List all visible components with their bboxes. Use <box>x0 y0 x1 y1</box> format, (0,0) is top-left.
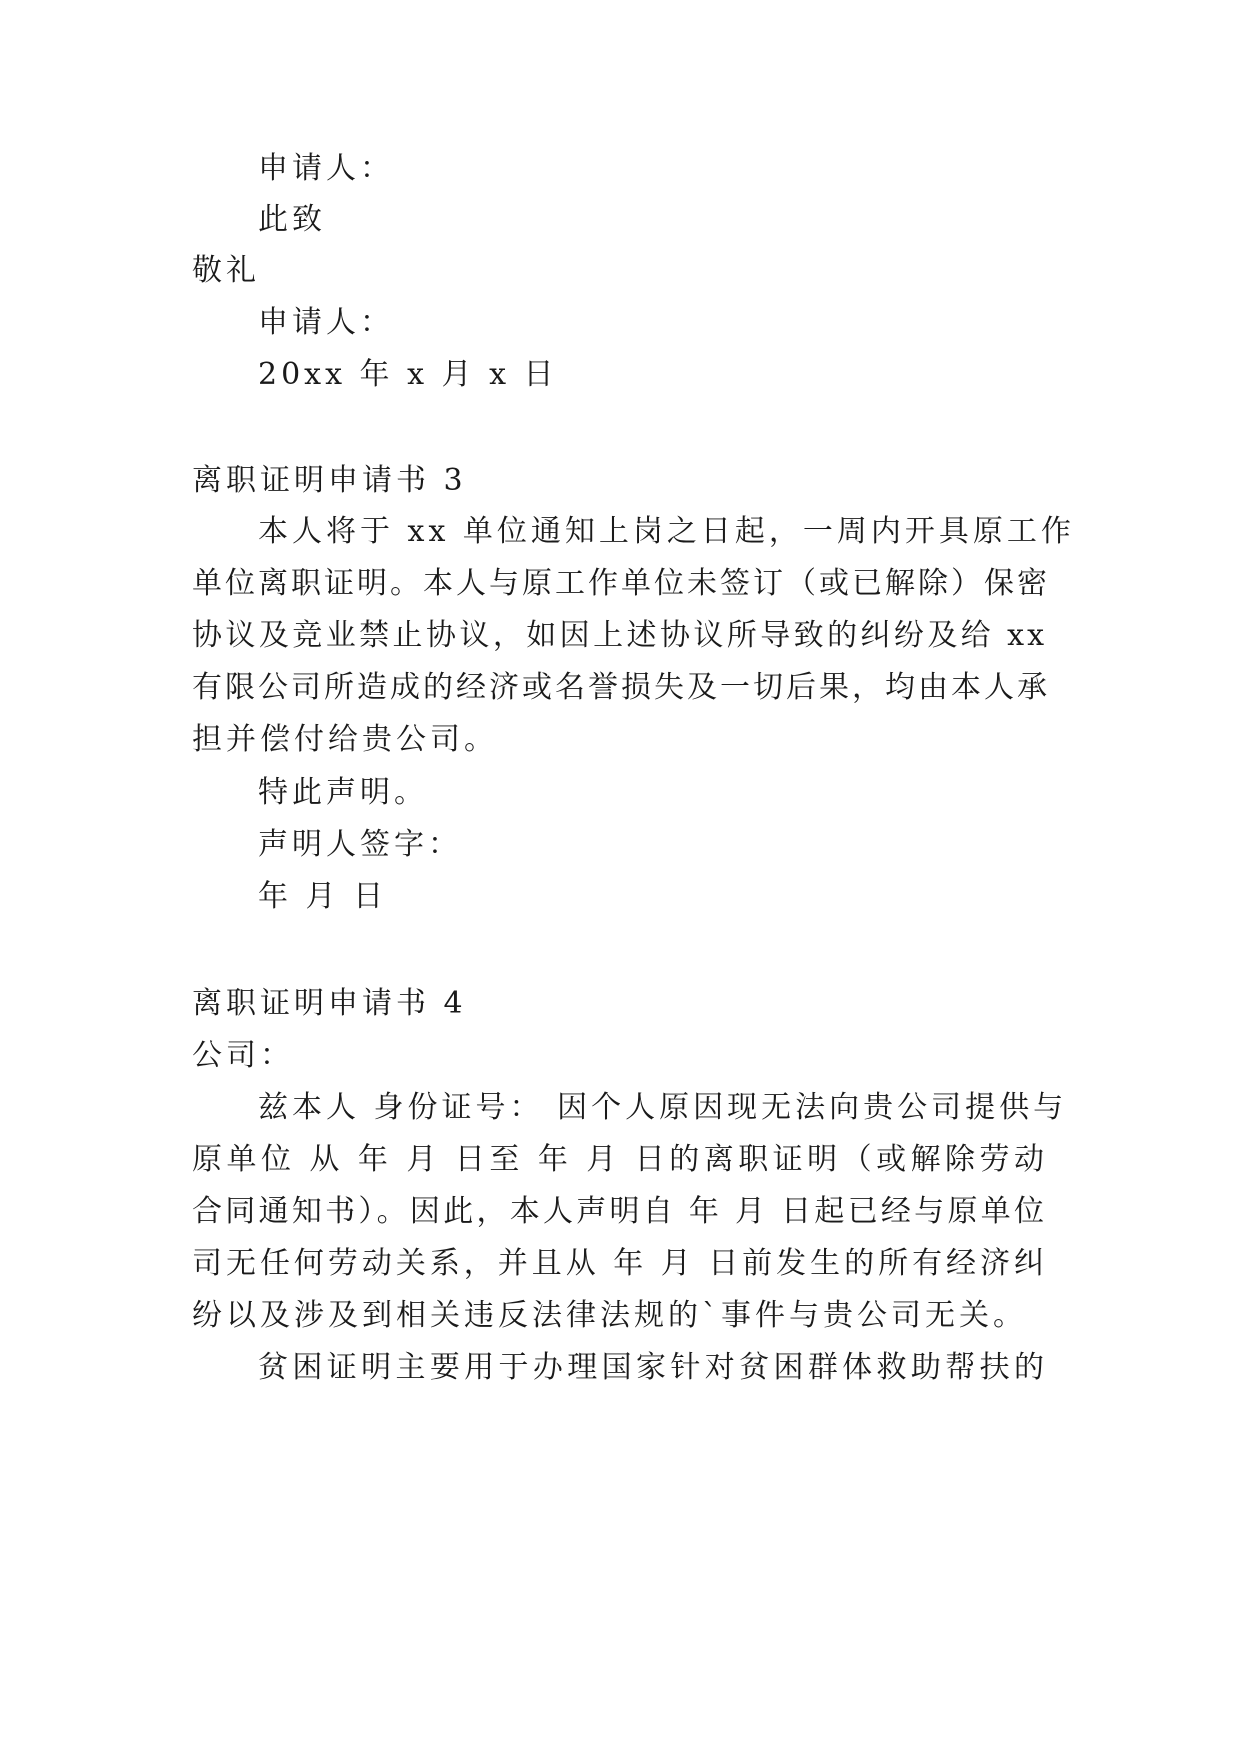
salutation: 公司： <box>192 1038 294 1073</box>
paragraph-line: 单位离职证明。本人与原工作单位未签订（或已解除）保密 <box>192 566 1050 601</box>
paragraph-line: 原单位 从 年 月 日至 年 月 日的离职证明（或解除劳动 <box>192 1142 1047 1177</box>
closing-regards: 敬礼 <box>192 253 260 288</box>
statement-line: 特此声明。 <box>258 775 428 810</box>
paragraph-line: 贫困证明主要用于办理国家针对贫困群体救助帮扶的 <box>258 1350 1048 1385</box>
paragraph-line: 本人将于 xx 单位通知上岗之日起，一周内开具原工作 <box>258 514 1075 549</box>
paragraph-line: 协议及竞业禁止协议，如因上述协议所导致的纠纷及给 xx <box>192 618 1047 653</box>
paragraph-line: 司无任何劳动关系，并且从 年 月 日前发生的所有经济纠 <box>192 1246 1047 1281</box>
paragraph-line: 担并偿付给贵公司。 <box>192 722 498 757</box>
applicant-label: 申请人： <box>258 151 394 186</box>
signature-label: 声明人签字： <box>258 827 462 862</box>
paragraph-line: 纷以及涉及到相关违反法律法规的`事件与贵公司无关。 <box>192 1298 1027 1333</box>
paragraph-line: 有限公司所造成的经济或名誉损失及一切后果，均由本人承 <box>192 670 1050 705</box>
date-line: 20xx 年 x 月 x 日 <box>258 357 558 392</box>
section-title: 离职证明申请书 3 <box>192 463 467 498</box>
applicant-label: 申请人： <box>258 305 394 340</box>
closing-salutation: 此致 <box>258 202 326 237</box>
section-title: 离职证明申请书 4 <box>192 986 467 1021</box>
paragraph-line: 合同通知书）。因此，本人声明自 年 月 日起已经与原单位 <box>192 1194 1047 1229</box>
date-line: 年 月 日 <box>258 879 388 914</box>
paragraph-line: 兹本人 身份证号： 因个人原因现无法向贵公司提供与 <box>258 1090 1068 1125</box>
